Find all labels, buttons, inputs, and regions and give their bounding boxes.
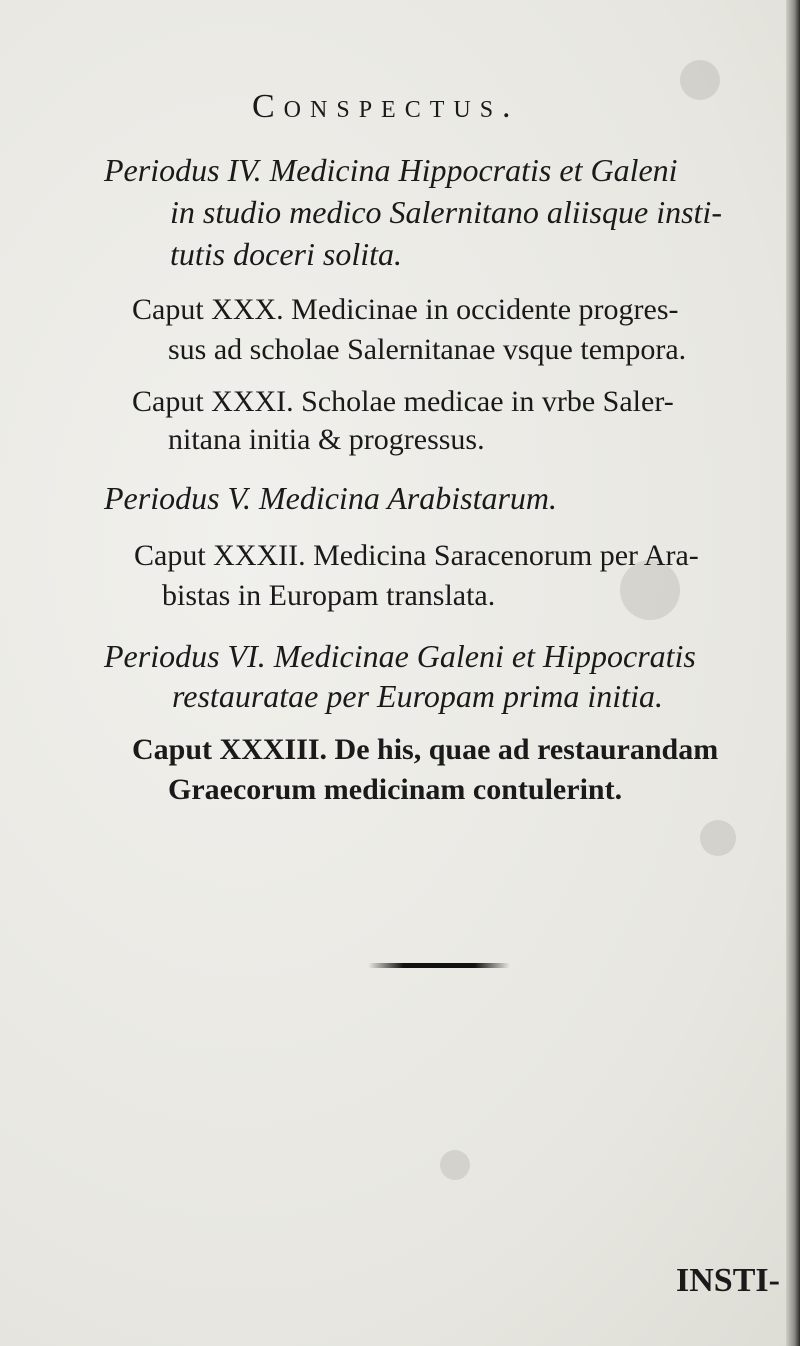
running-heading: Conspectus. bbox=[252, 88, 520, 125]
caput-xxx-line-1: Caput XXX. Medicinae in occidente progres- bbox=[132, 293, 679, 326]
ornamental-rule bbox=[368, 963, 510, 968]
period-v-line-1: Periodus V. Medicina Arabistarum. bbox=[104, 480, 558, 516]
period-iv-line-2: in studio medico Salernitano aliisque insti- bbox=[170, 194, 722, 230]
caput-xxx-line-2: sus ad scholae Salernitanae vsque tempora. bbox=[168, 333, 687, 366]
caput-xxxii-line-2: bistas in Europam translata. bbox=[162, 579, 496, 612]
period-iv-line-1: Periodus IV. Medicina Hippocratis et Galeni bbox=[104, 152, 678, 188]
caput-xxxiii-line-1: Caput XXXIII. De his, quae ad restaurandam bbox=[132, 733, 719, 766]
period-iv-line-3: tutis doceri solita. bbox=[170, 236, 402, 272]
caput-xxxiii-line-2: Graecorum medicinam contulerint. bbox=[168, 773, 623, 806]
caput-xxxi-line-2: nitana initia & progressus. bbox=[168, 423, 485, 456]
catchword: INSTI- bbox=[676, 1262, 780, 1299]
period-vi-line-2: restauratae per Europam prima initia. bbox=[172, 678, 663, 714]
period-vi-line-1: Periodus VI. Medicinae Galeni et Hippocratis bbox=[104, 638, 696, 674]
caput-xxxi-line-1: Caput XXXI. Scholae medicae in vrbe Saler- bbox=[132, 385, 674, 418]
caput-xxxii-line-1: Caput XXXII. Medicina Saracenorum per Ara- bbox=[134, 539, 699, 572]
